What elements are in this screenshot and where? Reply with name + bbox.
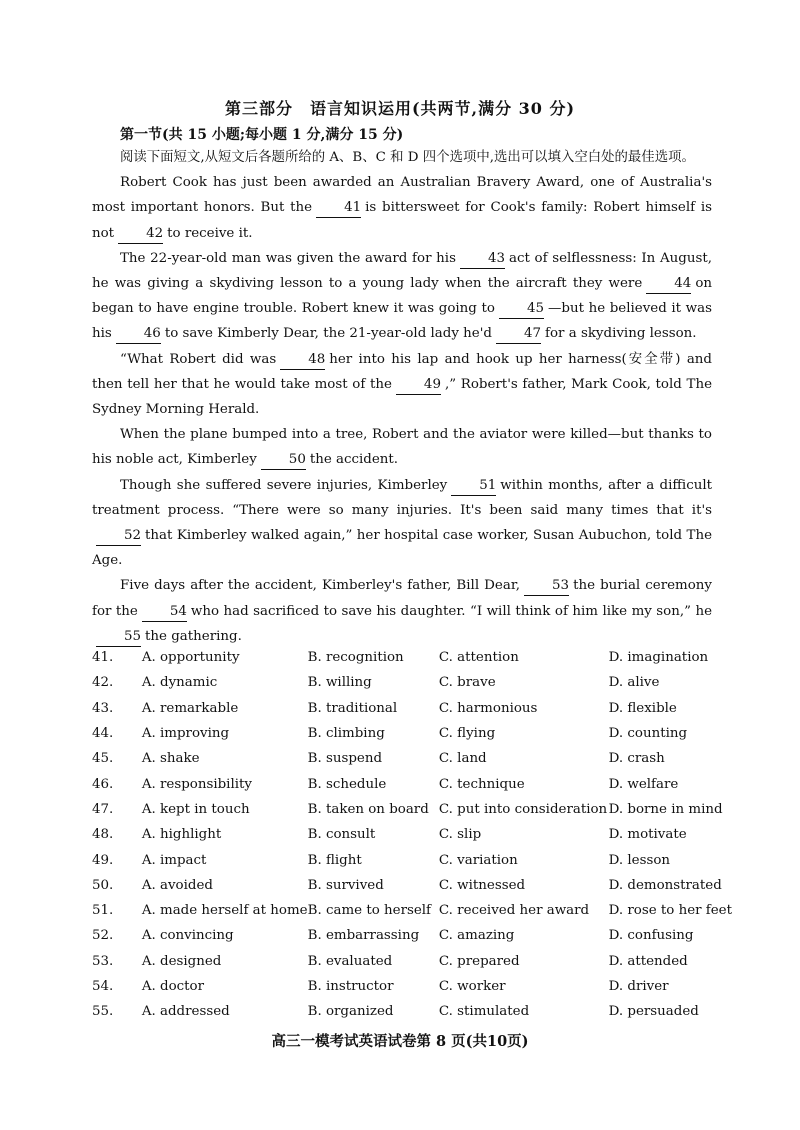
option-row xyxy=(92,746,732,771)
option-c: C. received her award xyxy=(438,903,590,919)
option-a: A. made herself at home xyxy=(141,903,308,919)
question-number: 47. xyxy=(92,801,114,817)
question-number: 50. xyxy=(92,877,114,893)
option-c: C. prepared xyxy=(438,953,520,969)
option-c: C. stimulated xyxy=(438,1004,530,1020)
option-row xyxy=(92,696,732,721)
option-a: A. opportunity xyxy=(141,650,240,666)
paragraph-5: Though she suffered severe injuries, Kimberley 51 within months, after a difficult treatment process. “There were so many injuries. It's been said many times that it's52 that Kimberley walked again,” her hospital case worker, Susan Aubuchon, told The Age. xyxy=(92,477,712,569)
option-row xyxy=(92,721,732,746)
question-number: 55. xyxy=(92,1004,114,1020)
question-number: 49. xyxy=(92,852,114,868)
option-d: D. welfare xyxy=(608,776,679,792)
option-b: B. suspend xyxy=(307,751,383,767)
blank-48: 48 xyxy=(280,351,325,370)
option-b: B. schedule xyxy=(307,776,387,792)
option-a: A. addressed xyxy=(141,1004,230,1020)
option-b: B. flight xyxy=(307,852,362,868)
question-number: 45. xyxy=(92,751,114,767)
option-c: C. harmonious xyxy=(438,700,538,716)
blank-46: 46 xyxy=(116,325,161,344)
option-d: D. lesson xyxy=(608,852,671,868)
blank-54: 54 xyxy=(142,603,187,622)
option-row xyxy=(92,822,732,847)
option-d: D. crash xyxy=(608,751,665,767)
option-c: C. slip xyxy=(438,827,482,843)
option-b: B. willing xyxy=(307,675,372,691)
option-d: D. persuaded xyxy=(608,1004,699,1020)
option-a: A. doctor xyxy=(141,979,204,994)
option-row xyxy=(92,645,732,670)
blank-55: 55 xyxy=(96,628,141,647)
instruction: 阅读下面短文,从短文后各题所给的 A、B、C 和 D 四个选项中,选出可以填入空白处的最佳选项。 xyxy=(120,150,695,165)
option-row xyxy=(92,974,732,999)
option-c: C. brave xyxy=(438,675,496,691)
option-row xyxy=(92,898,732,923)
blank-47: 47 xyxy=(496,325,541,344)
option-d: D. rose to her feet xyxy=(608,903,732,919)
option-b: B. recognition xyxy=(307,650,404,666)
blank-43: 43 xyxy=(460,250,505,269)
paragraph-3: “What Robert did was 48 her into his lap and hook up her harness(安全带) and then tell her that he would take most of the 49 ,” Robert's father, Mark Cook, told The Sydney Morning Herald. xyxy=(92,351,713,418)
option-d: D. flexible xyxy=(608,700,677,716)
option-d: D. driver xyxy=(608,979,669,994)
option-d: D. borne in mind xyxy=(608,801,723,817)
passage-body xyxy=(92,145,712,649)
question-number: 43. xyxy=(92,700,114,716)
option-a: A. convincing xyxy=(141,928,234,944)
question-number: 42. xyxy=(92,675,114,691)
option-b: B. climbing xyxy=(307,726,385,742)
option-row xyxy=(92,999,732,1024)
blank-41: 41 xyxy=(316,199,361,218)
option-a: A. shake xyxy=(141,751,200,767)
paragraph-1: Robert Cook has just been awarded an Australian Bravery Award, one of Australia's most important honors. But the 41 is bittersweet for Cook's family: Robert himself is not 42 to receive it. xyxy=(92,170,712,246)
option-c: C. attention xyxy=(438,650,519,666)
option-c: C. witnessed xyxy=(438,877,526,893)
option-a: A. avoided xyxy=(141,877,213,893)
question-number: 48. xyxy=(92,827,114,843)
part-title: 第三部分 语言知识运用(共两节,满分 30 分) xyxy=(224,99,576,118)
blank-52: 52 xyxy=(96,527,141,546)
option-b: B. organized xyxy=(307,1004,394,1020)
option-c: C. put into consideration xyxy=(438,801,608,817)
options-table xyxy=(92,645,732,1024)
option-d: D. motivate xyxy=(608,827,687,843)
blank-51: 51 xyxy=(451,477,496,496)
option-c: C. variation xyxy=(438,852,518,868)
option-d: D. imagination xyxy=(608,650,709,666)
blank-42: 42 xyxy=(118,225,163,244)
option-b: B. taken on board xyxy=(307,801,429,817)
option-row xyxy=(92,847,732,872)
paragraph-6: Five days after the accident, Kimberley's father, Bill Dear, 53 the burial ceremony for the 54 who had sacrificed to save his daughter. “I will think of him like my son,” he55 the gathering. xyxy=(92,573,712,649)
question-number: 46. xyxy=(92,776,114,792)
question-number: 41. xyxy=(92,650,114,666)
question-number: 53. xyxy=(92,953,114,969)
option-b: B. embarrassing xyxy=(307,928,420,944)
option-c: C. amazing xyxy=(438,928,515,944)
paragraph-4: When the plane bumped into a tree, Robert and the aviator were killed—but thanks to his noble act, Kimberley 50 the accident. xyxy=(92,422,712,472)
blank-50: 50 xyxy=(261,451,306,470)
paragraph-2: The 22-year-old man was given the award for his 43 act of selflessness: In August, he was giving a skydiving lesson to a young lady when the aircraft they were 44 on began to have engine trouble. Robert knew it was going to 45 —but he believed it was his 46 to save Kimberly Dear, the 21-year-old lady he'd 47 for a skydiving lesson. xyxy=(92,246,712,347)
blank-45: 45 xyxy=(499,300,544,319)
question-number: 54. xyxy=(92,979,114,994)
option-d: D. alive xyxy=(608,675,660,691)
option-row xyxy=(92,873,732,898)
option-d: D. attended xyxy=(608,953,688,969)
option-b: B. came to herself xyxy=(307,903,432,919)
option-a: A. improving xyxy=(141,726,230,742)
option-a: A. dynamic xyxy=(141,675,218,691)
option-a: A. responsibility xyxy=(141,776,252,792)
blank-44: 44 xyxy=(646,275,691,294)
option-row xyxy=(92,949,732,974)
option-a: A. remarkable xyxy=(141,700,239,716)
option-c: C. flying xyxy=(438,726,496,742)
question-number: 51. xyxy=(92,903,114,919)
option-d: D. demonstrated xyxy=(608,877,722,893)
option-d: D. counting xyxy=(608,726,688,742)
option-row xyxy=(92,923,732,948)
section-heading: 第一节(共 15 小题;每小题 1 分,满分 15 分) xyxy=(120,127,404,143)
blank-53: 53 xyxy=(524,577,569,596)
option-b: B. consult xyxy=(307,827,376,843)
option-b: B. instructor xyxy=(307,979,394,994)
option-row xyxy=(92,670,732,695)
option-row xyxy=(92,797,732,822)
option-a: A. kept in touch xyxy=(141,801,250,817)
question-number: 44. xyxy=(92,726,114,742)
option-c: C. technique xyxy=(438,776,525,792)
page-footer: 高三一模考试英语试卷第 8 页(共10页) xyxy=(271,1033,529,1050)
option-a: A. highlight xyxy=(141,827,222,843)
question-number: 52. xyxy=(92,928,114,944)
option-b: B. survived xyxy=(307,877,384,893)
option-b: B. evaluated xyxy=(307,953,393,969)
option-a: A. designed xyxy=(141,953,222,969)
option-d: D. confusing xyxy=(608,928,694,944)
option-a: A. impact xyxy=(141,852,207,868)
option-c: C. worker xyxy=(438,979,506,994)
option-c: C. land xyxy=(438,751,487,767)
blank-49: 49 xyxy=(396,376,441,395)
option-row xyxy=(92,771,732,796)
option-b: B. traditional xyxy=(307,700,398,716)
